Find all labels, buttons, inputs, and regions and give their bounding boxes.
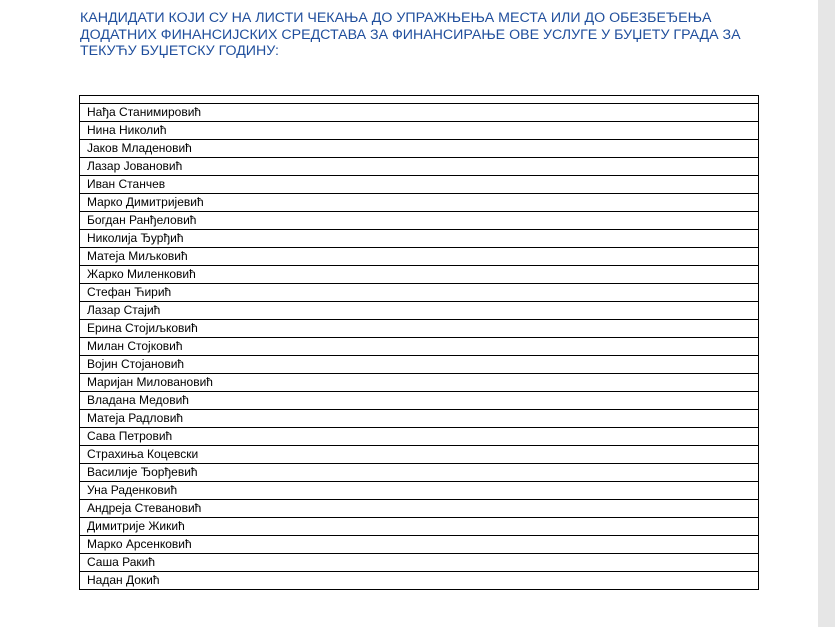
table-row bbox=[80, 194, 759, 212]
table-row bbox=[80, 266, 759, 284]
table-row bbox=[80, 554, 759, 572]
table-row bbox=[80, 518, 759, 536]
table-row bbox=[80, 104, 759, 122]
candidate-name-cell: Страхиња Коцевски bbox=[80, 446, 759, 464]
table-row bbox=[80, 392, 759, 410]
candidate-name-cell: Саша Ракић bbox=[80, 554, 759, 572]
candidate-name-cell: Лазар Стајић bbox=[80, 302, 759, 320]
table-row bbox=[80, 212, 759, 230]
table-row bbox=[80, 248, 759, 266]
table-row bbox=[80, 176, 759, 194]
candidate-name-cell: Марко Арсенковић bbox=[80, 536, 759, 554]
candidate-name-cell: Матеја Миљковић bbox=[80, 248, 759, 266]
candidate-name-cell: Николија Ђурђић bbox=[80, 230, 759, 248]
candidate-name-cell: Матеја Радловић bbox=[80, 410, 759, 428]
candidate-name-cell: Иван Станчев bbox=[80, 176, 759, 194]
candidate-name-cell: Марко Димитријевић bbox=[80, 194, 759, 212]
candidate-name-cell: Лазар Јовановић bbox=[80, 158, 759, 176]
waiting-list-heading: КАНДИДАТИ КОЈИ СУ НА ЛИСТИ ЧЕКАЊА ДО УПРАЖЊЕЊА МЕСТА ИЛИ ДО ОБЕЗБЕЂЕЊА ДОДАТНИХ ФИНАНСИЈСКИХ СРЕДСТАВА ЗА ФИНАНСИРАЊЕ ОВЕ УСЛУГЕ У БУЏЕТУ ГРАДА ЗА ТЕКУЋУ БУЏЕТСКУ ГОДИНУ: bbox=[80, 10, 741, 59]
table-row bbox=[80, 482, 759, 500]
table-row bbox=[80, 374, 759, 392]
table-row bbox=[80, 284, 759, 302]
candidate-name-cell: Милан Стојковић bbox=[80, 338, 759, 356]
candidates-table bbox=[79, 95, 759, 590]
table-row bbox=[80, 536, 759, 554]
table-row bbox=[80, 302, 759, 320]
candidate-name-cell: Владана Медовић bbox=[80, 392, 759, 410]
table-row bbox=[80, 410, 759, 428]
candidate-name-cell: Сава Петровић bbox=[80, 428, 759, 446]
candidate-name-cell: Јаков Младеновић bbox=[80, 140, 759, 158]
table-row bbox=[80, 122, 759, 140]
table-row bbox=[80, 356, 759, 374]
table-row bbox=[80, 572, 759, 590]
candidate-name-cell: Жарко Миленковић bbox=[80, 266, 759, 284]
table-row bbox=[80, 500, 759, 518]
candidates-table-body bbox=[80, 96, 759, 590]
table-row bbox=[80, 158, 759, 176]
candidate-name-cell: Димитрије Жикић bbox=[80, 518, 759, 536]
table-row-blank bbox=[80, 96, 759, 104]
candidate-name-cell: Ерина Стојиљковић bbox=[80, 320, 759, 338]
candidate-name-cell: Богдан Ранђеловић bbox=[80, 212, 759, 230]
table-row bbox=[80, 464, 759, 482]
table-cell-blank bbox=[80, 96, 759, 104]
candidate-name-cell: Василије Ђорђевић bbox=[80, 464, 759, 482]
table-row bbox=[80, 320, 759, 338]
candidate-name-cell: Стефан Ћирић bbox=[80, 284, 759, 302]
viewer-gutter bbox=[818, 0, 835, 627]
table-row bbox=[80, 428, 759, 446]
candidate-name-cell: Нађа Станимировић bbox=[80, 104, 759, 122]
table-row bbox=[80, 140, 759, 158]
table-row bbox=[80, 230, 759, 248]
candidate-name-cell: Маријан Миловановић bbox=[80, 374, 759, 392]
candidate-name-cell: Војин Стојановић bbox=[80, 356, 759, 374]
table-row bbox=[80, 446, 759, 464]
candidate-name-cell: Надан Докић bbox=[80, 572, 759, 590]
candidate-name-cell: Нина Николић bbox=[80, 122, 759, 140]
candidate-name-cell: Уна Раденковић bbox=[80, 482, 759, 500]
candidate-name-cell: Андреја Стевановић bbox=[80, 500, 759, 518]
table-row bbox=[80, 338, 759, 356]
